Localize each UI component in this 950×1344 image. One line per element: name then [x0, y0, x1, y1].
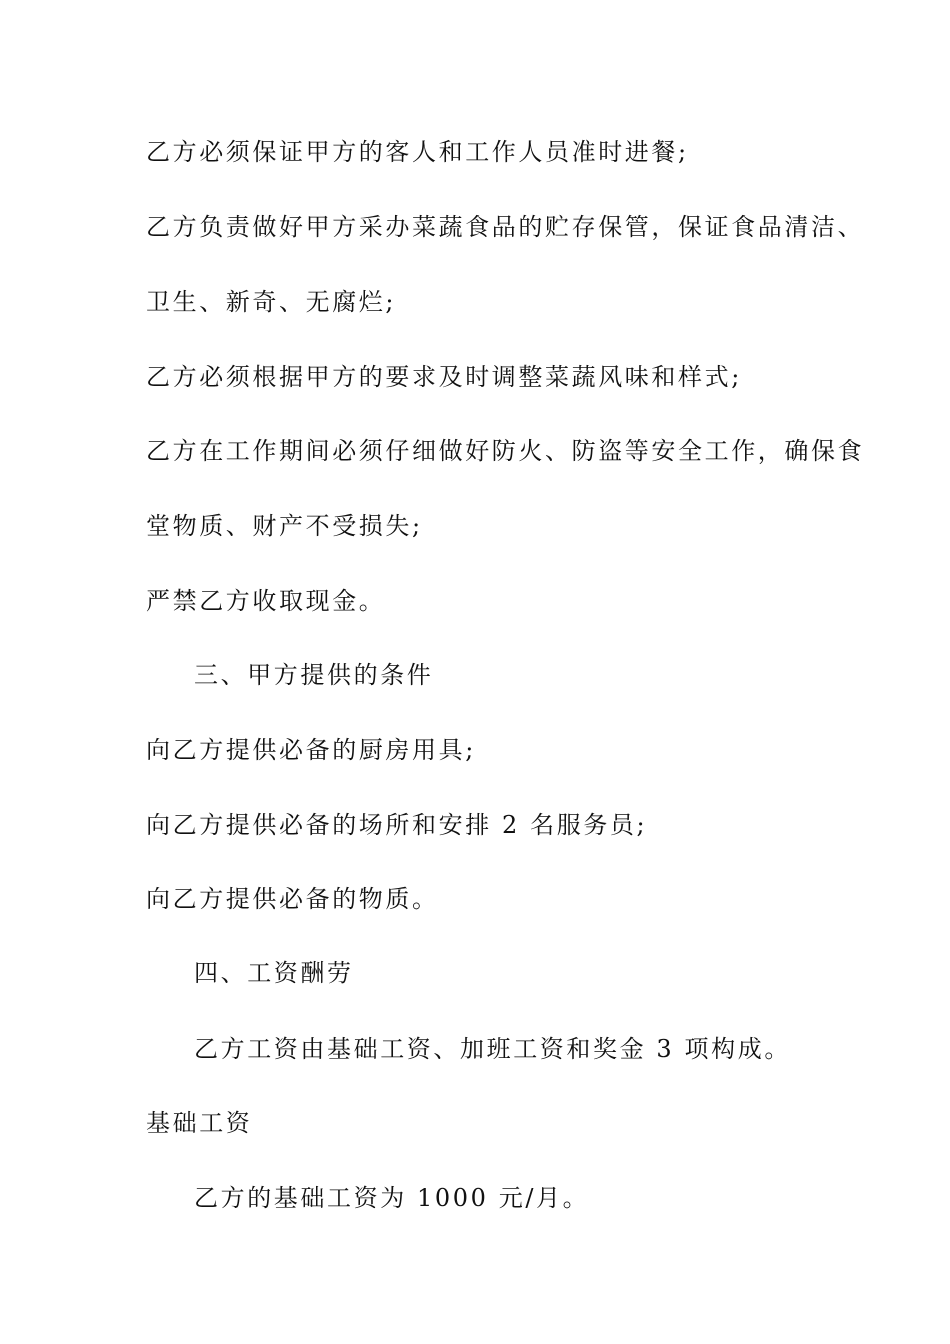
clause-kitchen-tools: 向乙方提供必备的厨房用具;: [146, 736, 476, 764]
clause-food-storage: 乙方负责做好甲方采办菜蔬食品的贮存保管，保证食品清洁、: [146, 213, 865, 241]
section-heading-wages: 四、工资酬劳: [194, 959, 354, 987]
section-heading-party-a-conditions: 三、甲方提供的条件: [194, 661, 434, 689]
clause-food-storage-continued: 卫生、新奇、无腐烂;: [146, 288, 397, 316]
clause-adjust-flavor: 乙方必须根据甲方的要求及时调整菜蔬风味和样式;: [146, 363, 742, 391]
clause-no-cash: 严禁乙方收取现金。: [146, 587, 386, 615]
subheading-base-wage: 基础工资: [146, 1109, 253, 1137]
base-wage-amount: 乙方的基础工资为 1000 元/月。: [194, 1184, 590, 1212]
clause-materials: 向乙方提供必备的物质。: [146, 885, 439, 913]
clause-safety-work: 乙方在工作期间必须仔细做好防火、防盗等安全工作，确保食: [146, 437, 865, 465]
clause-safety-work-continued: 堂物质、财产不受损失;: [146, 512, 423, 540]
clause-venue-staff: 向乙方提供必备的场所和安排 2 名服务员;: [146, 811, 648, 839]
clause-on-time-meals: 乙方必须保证甲方的客人和工作人员准时进餐;: [146, 138, 689, 166]
wage-composition: 乙方工资由基础工资、加班工资和奖金 3 项构成。: [194, 1035, 791, 1063]
